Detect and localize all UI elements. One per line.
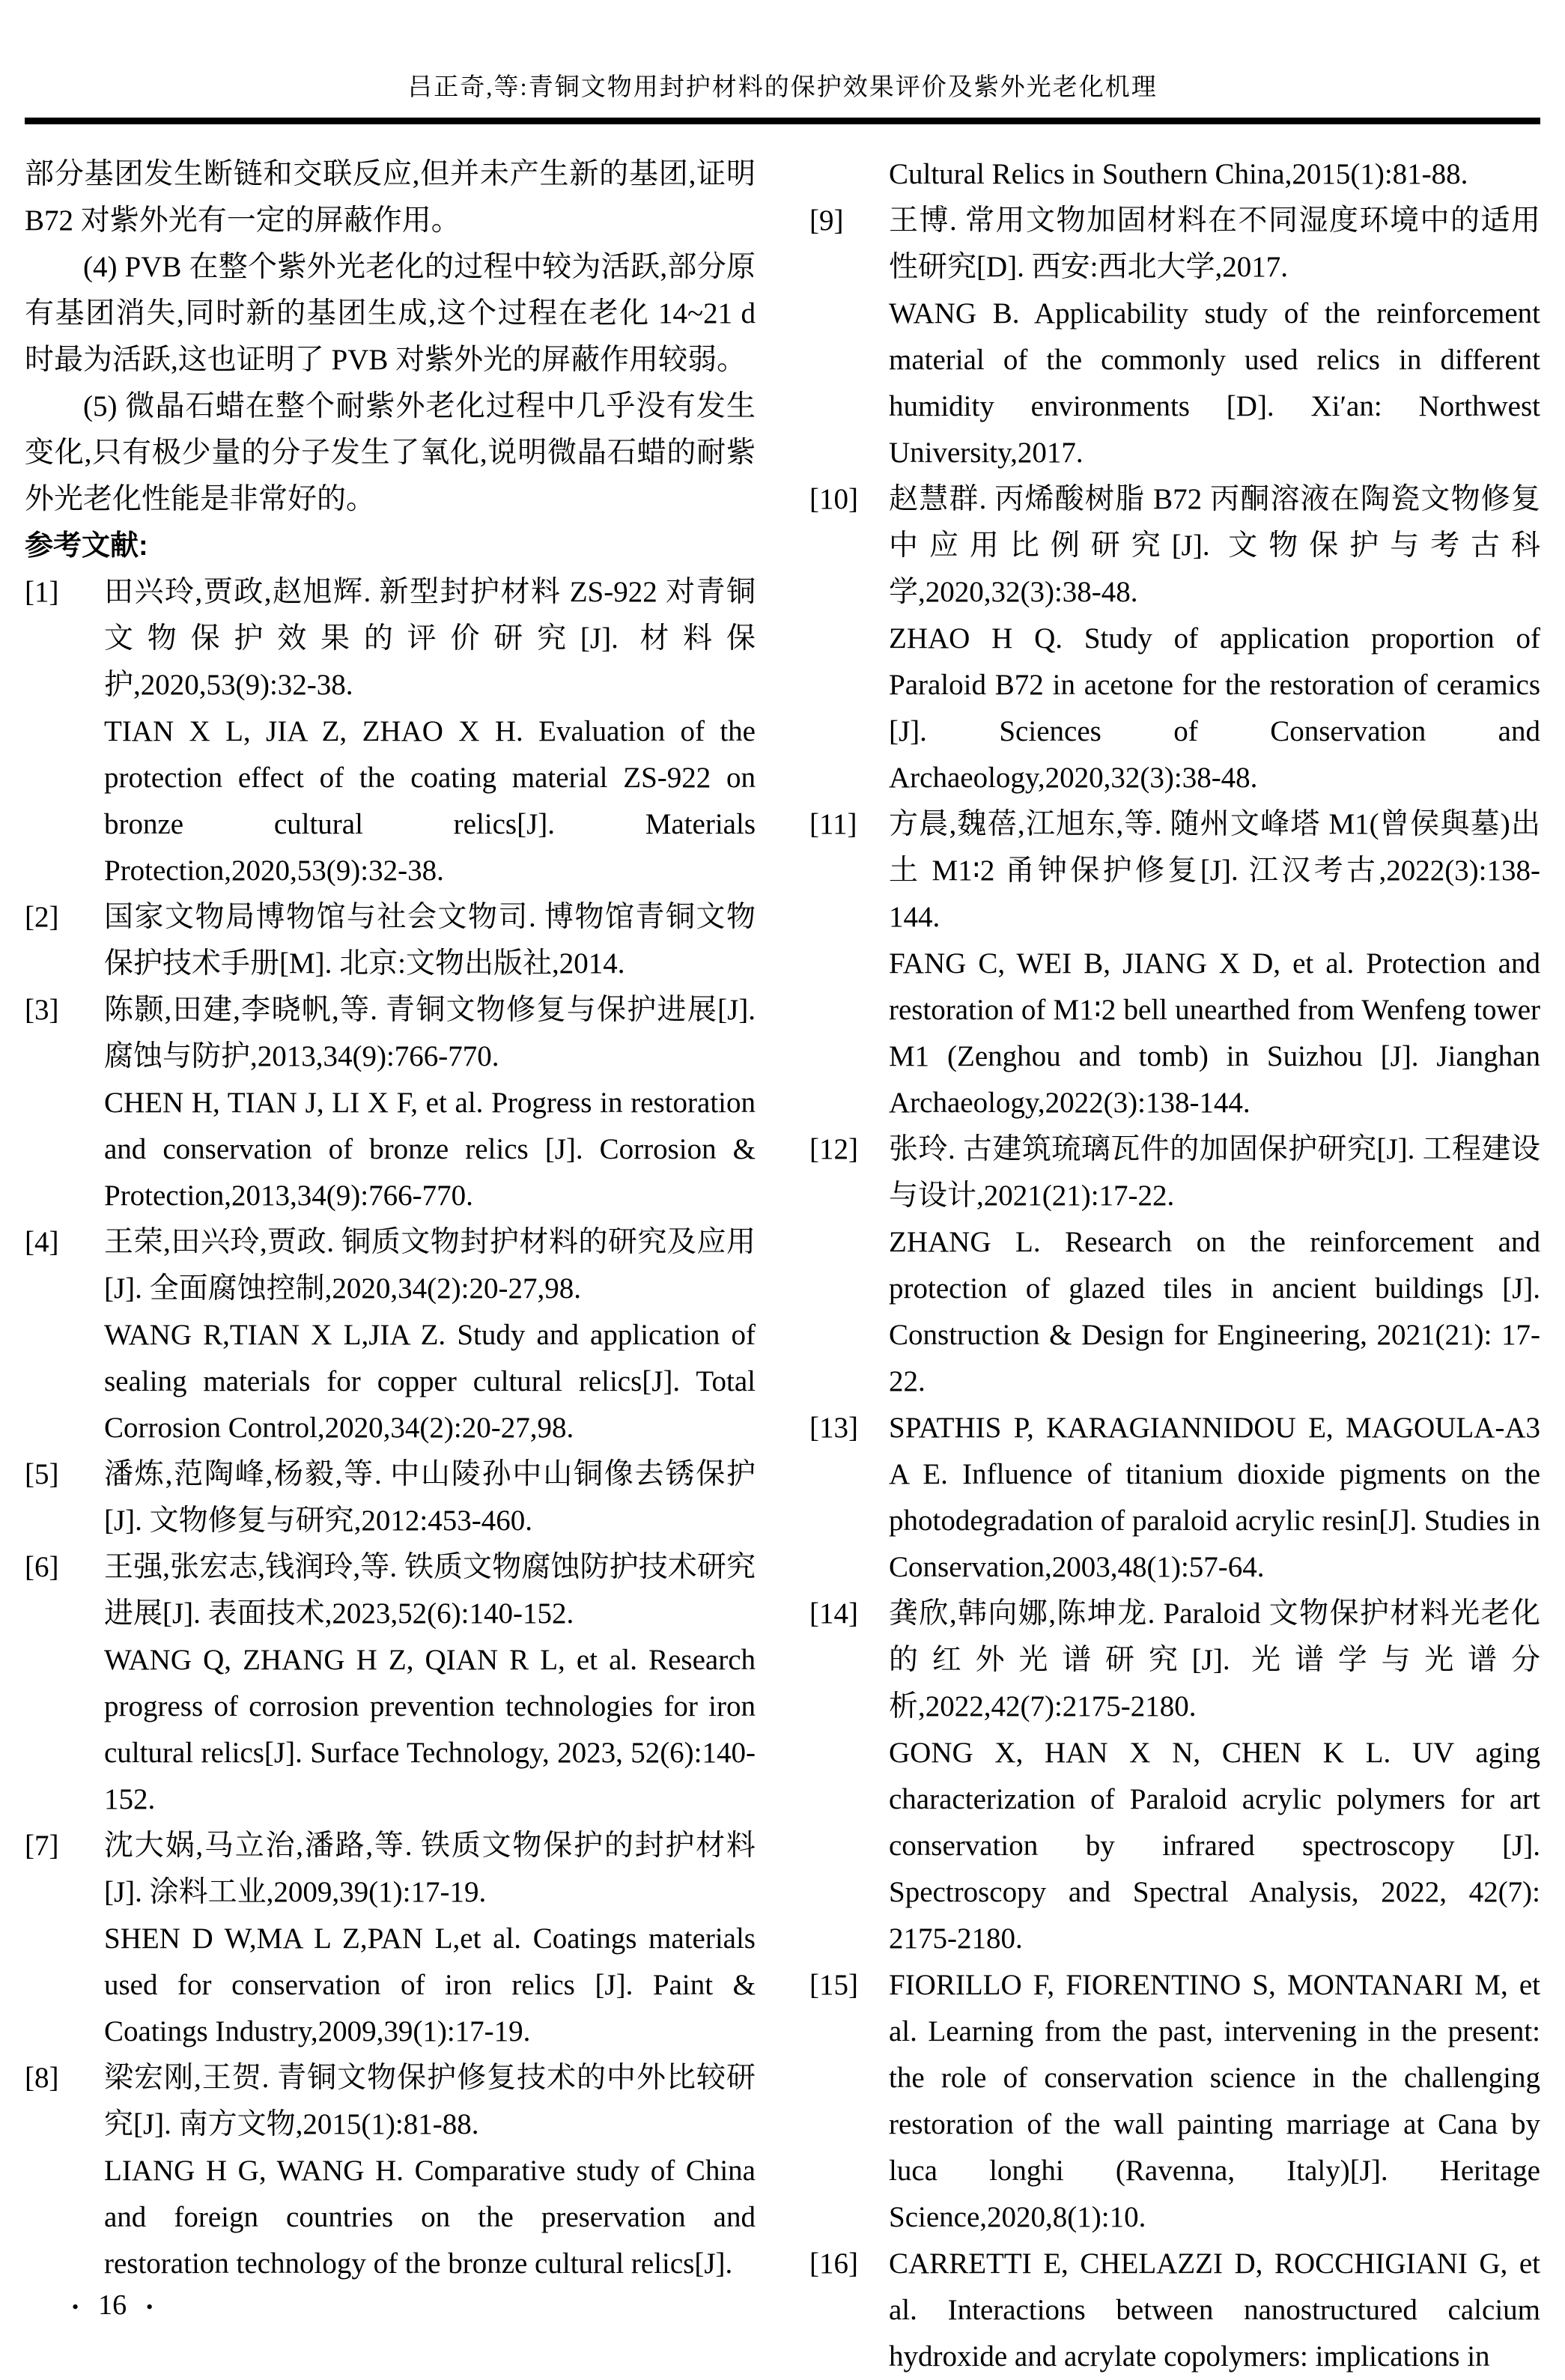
reference-en: WANG Q, ZHANG H Z, QIAN R L, et al. Research progress of corrosion prevention technologies for iron cultural relics[J]. Surface Technology, 2023, 52(6):140-152. — [104, 1644, 756, 1815]
right-column — [809, 151, 1540, 2380]
reference-text — [889, 2241, 1540, 2380]
reference-label: [13] — [809, 1412, 858, 1444]
header-rule — [25, 118, 1540, 124]
reference-text — [889, 151, 1540, 198]
reference-text — [104, 1451, 756, 1544]
reference-zh: 王荣,田兴玲,贾政. 铜质文物封护材料的研究及应用[J]. 全面腐蚀控制,2020,34(2):20-27,98. — [104, 1226, 756, 1305]
reference-item-2 — [25, 894, 756, 987]
reference-item-13 — [809, 1405, 1540, 1591]
reference-label: [3] — [25, 994, 59, 1026]
reference-label: [14] — [809, 1597, 858, 1630]
reference-zh: 王博. 常用文物加固材料在不同湿度环境中的适用性研究[D]. 西安:西北大学,2017. — [889, 204, 1540, 283]
reference-en: CARRETTI E, CHELAZZI D, ROCCHIGIANI G, et al. Interactions between nanostructured calcium hydroxide and acrylate copolymers: implications in — [889, 2247, 1540, 2373]
reference-text — [104, 2055, 756, 2287]
reference-zh: 龚欣,韩向娜,陈坤龙. Paraloid 文物保护材料光老化的红外光谱研究[J]. 光谱学与光谱分析,2022,42(7):2175-2180. — [889, 1597, 1540, 1722]
reference-text — [104, 569, 756, 894]
reference-zh: 张玲. 古建筑琉璃瓦件的加固保护研究[J]. 工程建设与设计,2021(21):17-22. — [889, 1133, 1540, 1212]
reference-label: [16] — [809, 2247, 858, 2280]
reference-en: CHEN H, TIAN J, LI X F, et al. Progress in restoration and conservation of bronze relics [J]. Corrosion & Protection,2013,34(9):766-770. — [104, 1087, 756, 1212]
page-number-dot-left: • — [72, 2296, 79, 2319]
reference-label: [11] — [809, 808, 857, 840]
reference-en: SPATHIS P, KARAGIANNIDOU E, MAGOULA-A3 A E. Influence of titanium dioxide pigments on the photodegradation of paraloid acrylic resin[J]. Studies in Conservation,2003,48(1):57-64. — [889, 1412, 1540, 1583]
reference-label: [4] — [25, 1226, 59, 1258]
reference-item-5 — [25, 1451, 756, 1544]
reference-label: [10] — [809, 483, 858, 515]
reference-item-16 — [809, 2241, 1540, 2380]
reference-item-4 — [25, 1219, 756, 1451]
reference-label: [8] — [25, 2062, 59, 2094]
left-column — [25, 151, 756, 2380]
reference-text — [889, 1405, 1540, 1591]
reference-item-11 — [809, 801, 1540, 1126]
reference-text — [104, 894, 756, 987]
body-paragraph: 部分基团发生断链和交联反应,但并未产生新的基团,证明 B72 对紫外光有一定的屏蔽作用。 — [25, 158, 756, 237]
page-number — [52, 2289, 172, 2322]
reference-item-8-continuation — [809, 151, 1540, 198]
references-heading: 参考文献: — [25, 530, 148, 562]
reference-en: Cultural Relics in Southern China,2015(1):81-88. — [889, 158, 1468, 190]
reference-text — [104, 1544, 756, 1823]
body-paragraph: (5) 微晶石蜡在整个耐紫外老化过程中几乎没有发生变化,只有极少量的分子发生了氧化,说明微晶石蜡的耐紫外光老化性能是非常好的。 — [25, 390, 756, 515]
reference-item-14 — [809, 1591, 1540, 1962]
reference-en: TIAN X L, JIA Z, ZHAO X H. Evaluation of the protection effect of the coating material ZS-922 on bronze cultural relics[J]. Materials Protection,2020,53(9):32-38. — [104, 715, 756, 887]
reference-item-7 — [25, 1823, 756, 2055]
reference-text — [104, 987, 756, 1219]
reference-en: GONG X, HAN X N, CHEN K L. UV aging characterization of Paraloid acrylic polymers for art conservation by infrared spectroscopy [J]. Spectroscopy and Spectral Analysis, 2022, 42(7): 2175-2180. — [889, 1737, 1540, 1955]
reference-text — [889, 1591, 1540, 1962]
reference-label: [7] — [25, 1830, 59, 1862]
body-paragraph: (4) PVB 在整个紫外光老化的过程中较为活跃,部分原有基团消失,同时新的基团生成,这个过程在老化 14~21 d 时最为活跃,这也证明了 PVB 对紫外光的屏蔽作用较弱。 — [25, 251, 756, 376]
reference-item-9 — [809, 198, 1540, 476]
reference-zh: 梁宏刚,王贺. 青铜文物保护修复技术的中外比较研究[J]. 南方文物,2015(1):81-88. — [104, 2062, 756, 2140]
reference-text — [889, 476, 1540, 801]
reference-text — [889, 801, 1540, 1126]
reference-en: LIANG H G, WANG H. Comparative study of China and foreign countries on the preservation and restoration technology of the bronze cultural relics[J]. — [104, 2155, 756, 2280]
reference-text — [889, 1126, 1540, 1405]
reference-en: FIORILLO F, FIORENTINO S, MONTANARI M, et al. Learning from the past, intervening in the present: the role of conservation science in the challenging restoration of the wall painting marriage at Cana by luca longhi (Ravenna, Italy)[J]. Heritage Science,2020,8(1):10. — [889, 1969, 1540, 2233]
reference-item-8 — [25, 2055, 756, 2287]
running-head: 吕正奇,等:青铜文物用封护材料的保护效果评价及紫外光老化机理 — [407, 74, 1158, 101]
reference-en: WANG B. Applicability study of the reinforcement material of the commonly used relics in different humidity environments [D]. Xi′an: Northwest University,2017. — [889, 297, 1540, 469]
reference-zh: 赵慧群. 丙烯酸树脂 B72 丙酮溶液在陶瓷文物修复中应用比例研究[J]. 文物保护与考古科学,2020,32(3):38-48. — [889, 483, 1540, 608]
reference-item-12 — [809, 1126, 1540, 1405]
reference-label: [1] — [25, 576, 59, 608]
reference-zh: 陈颢,田建,李晓帆,等. 青铜文物修复与保护进展[J]. 腐蚀与防护,2013,34(9):766-770. — [104, 994, 756, 1072]
reference-zh: 田兴玲,贾政,赵旭辉. 新型封护材料 ZS-922 对青铜文物保护效果的评价研究[J]. 材料保护,2020,53(9):32-38. — [104, 576, 756, 701]
reference-en: WANG R,TIAN X L,JIA Z. Study and application of sealing materials for copper cultural relics[J]. Total Corrosion Control,2020,34(2):20-27,98. — [104, 1319, 756, 1444]
reference-item-1 — [25, 569, 756, 894]
reference-label: [2] — [25, 901, 59, 933]
reference-zh: 王强,张宏志,钱润玲,等. 铁质文物腐蚀防护技术研究进展[J]. 表面技术,2023,52(6):140-152. — [104, 1551, 756, 1630]
reference-zh: 国家文物局博物馆与社会文物司. 博物馆青铜文物保护技术手册[M]. 北京:文物出版社,2014. — [104, 901, 756, 980]
reference-text — [104, 1219, 756, 1451]
reference-item-3 — [25, 987, 756, 1219]
page-number-value: 16 — [98, 2289, 127, 2321]
reference-en: ZHAO H Q. Study of application proportion of Paraloid B72 in acetone for the restoration of ceramics [J]. Sciences of Conservation and Archaeology,2020,32(3):38-48. — [889, 622, 1540, 794]
reference-item-10 — [809, 476, 1540, 801]
reference-item-6 — [25, 1544, 756, 1823]
reference-label: [15] — [809, 1969, 858, 2001]
reference-text — [889, 1962, 1540, 2241]
two-column-body — [0, 124, 1565, 2380]
reference-label-empty — [809, 151, 889, 198]
reference-text — [889, 198, 1540, 476]
page-number-dot-right: • — [146, 2296, 154, 2319]
reference-label: [5] — [25, 1458, 59, 1490]
reference-en: FANG C, WEI B, JIANG X D, et al. Protection and restoration of M1∶2 bell unearthed from Wenfeng tower M1 (Zenghou and tomb) in Suizhou [J]. Jianghan Archaeology,2022(3):138-144. — [889, 947, 1540, 1119]
reference-en: SHEN D W,MA L Z,PAN L,et al. Coatings materials used for conservation of iron relics [J]. Paint & Coatings Industry,2009,39(1):17-19. — [104, 1922, 756, 2047]
reference-item-15 — [809, 1962, 1540, 2241]
reference-label: [6] — [25, 1551, 59, 1583]
reference-zh: 潘炼,范陶峰,杨毅,等. 中山陵孙中山铜像去锈保护[J]. 文物修复与研究,2012:453-460. — [104, 1458, 756, 1537]
reference-text — [104, 1823, 756, 2055]
reference-label: [9] — [809, 204, 844, 237]
reference-zh: 方晨,魏蓓,江旭东,等. 随州文峰塔 M1(曾侯與墓)出土 M1∶2 甬钟保护修复[J]. 江汉考古,2022(3):138-144. — [889, 808, 1540, 933]
reference-en: ZHANG L. Research on the reinforcement and protection of glazed tiles in ancient buildings [J]. Construction & Design for Engineering, 2021(21): 17-22. — [889, 1226, 1540, 1397]
reference-label: [12] — [809, 1133, 858, 1165]
reference-zh: 沈大娲,马立治,潘路,等. 铁质文物保护的封护材料[J]. 涂料工业,2009,39(1):17-19. — [104, 1830, 756, 1908]
